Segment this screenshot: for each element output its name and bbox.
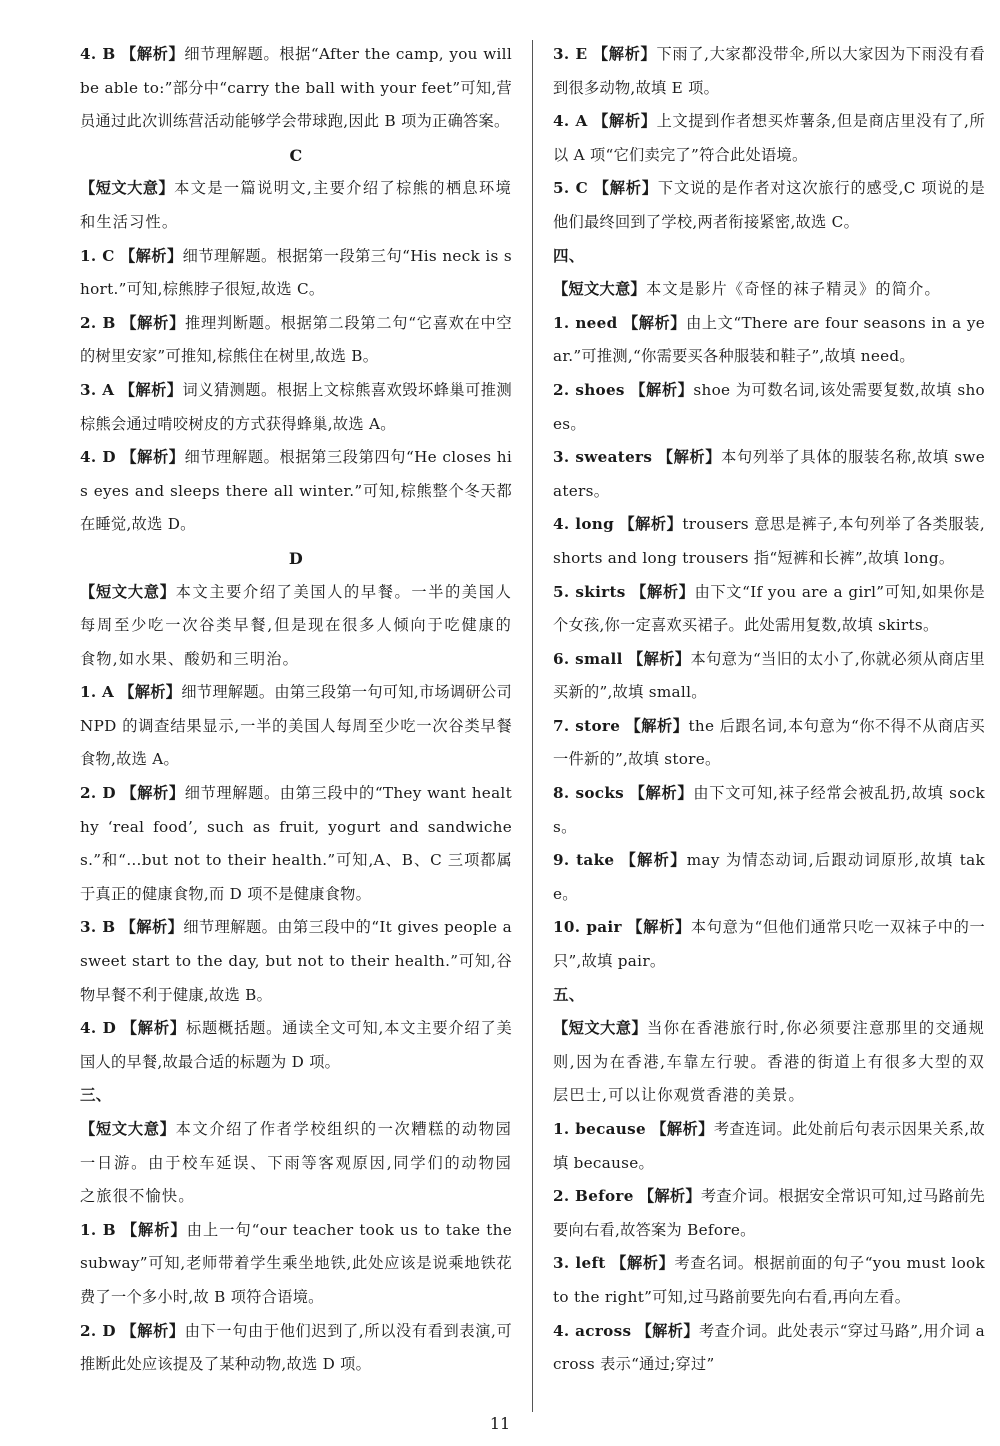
left-column bbox=[80, 38, 512, 1382]
section-heading-3: 三、 bbox=[80, 1086, 112, 1105]
passage-summary: 【短文大意】本文主要介绍了美国人的早餐。一半的美国人每周至少吃一次谷类早餐,但是现在很多人倾向于吃健康的食物,如水果、酸奶和三明治。 bbox=[80, 582, 512, 668]
answer-item: 3. E 【解析】下雨了,大家都没带伞,所以大家因为下雨没有看到很多动物,故填 E 项。 bbox=[553, 45, 985, 97]
answer-item: 4. B 【解析】细节理解题。根据“After the camp, you will be able to:”部分中“carry the ball with your feet”可知,营员通过此次训练营活动能够学会带球跑,因此 B 项为正确答案。 bbox=[80, 45, 512, 131]
passage-summary: 【短文大意】本文介绍了作者学校组织的一次糟糕的动物园一日游。由于校车延误、下雨等客观原因,同学们的动物园之旅很不愉快。 bbox=[80, 1120, 512, 1206]
answer-item: 2. shoes 【解析】shoe 为可数名词,该处需要复数,故填 shoes。 bbox=[553, 380, 986, 433]
answer-item: 2. B 【解析】推理判断题。根据第二段第二句“它喜欢在中空的树里安家”可推知,棕熊住在树里,故选 B。 bbox=[80, 313, 512, 366]
answer-item: 3. B 【解析】细节理解题。由第三段中的“It gives people a sweet start to the day, but not to their health.”可知,谷物早餐不利于健康,故选 B。 bbox=[80, 918, 512, 1004]
answer-item: 3. left 【解析】考查名词。根据前面的句子“you must look to the right”可知,过马路前要先向右看,再向左看。 bbox=[553, 1254, 985, 1306]
answer-item: 3. A 【解析】词义猜测题。根据上文棕熊喜欢毁坏蜂巢可推测棕熊会通过啃咬树皮的方式获得蜂巢,故选 A。 bbox=[80, 380, 512, 433]
answer-item: 1. C 【解析】细节理解题。根据第一段第三句“His neck is short.”可知,棕熊脖子很短,故选 C。 bbox=[80, 246, 512, 299]
answer-item: 2. D 【解析】由下一句由于他们迟到了,所以没有看到表演,可推断此处应该提及了某种动物,故选 D 项。 bbox=[80, 1321, 512, 1374]
passage-summary: 【短文大意】当你在香港旅行时,你必须要注意那里的交通规则,因为在香港,车靠左行驶。香港的街道上有很多大型的双层巴士,可以让你观赏香港的美景。 bbox=[553, 1019, 985, 1105]
answer-item: 5. C 【解析】下文说的是作者对这次旅行的感受,C 项说的是他们最终回到了学校,两者衔接紧密,故选 C。 bbox=[553, 179, 985, 231]
answer-item: 8. socks 【解析】由下文可知,袜子经常会被乱扔,故填 socks。 bbox=[553, 784, 986, 836]
passage-summary: 【短文大意】本文是影片《奇怪的袜子精灵》的简介。 bbox=[553, 280, 941, 299]
answer-item: 4. across 【解析】考查介词。此处表示“穿过马路”,用介词 across 表示“通过;穿过” bbox=[553, 1321, 985, 1374]
answer-item: 6. small 【解析】本句意为“当旧的太小了,你就必须从商店里买新的”,故填 small。 bbox=[553, 649, 985, 702]
answer-item: 4. D 【解析】细节理解题。根据第三段第四句“He closes his eyes and sleeps there all winter.”可知,棕熊整个冬天都在睡觉,故选 D。 bbox=[80, 448, 512, 534]
answer-item: 1. need 【解析】由上文“There are four seasons in a year.”可推测,“你需要买各种服装和鞋子”,故填 need。 bbox=[553, 313, 986, 366]
answer-item: 7. store 【解析】the 后跟名词,本句意为“你不得不从商店买一件新的”,故填 store。 bbox=[553, 716, 985, 769]
section-heading-c: C bbox=[289, 145, 303, 165]
answer-item: 3. sweaters 【解析】本句列举了具体的服装名称,故填 sweaters。 bbox=[553, 448, 985, 500]
answer-item: 1. B 【解析】由上一句“our teacher took us to take the subway”可知,老师带着学生乘坐地铁,此处应该是说乘地铁花费了一个多小时,故 B 项符合语境。 bbox=[80, 1220, 512, 1306]
answer-item: 1. A 【解析】细节理解题。由第三段第一句可知,市场调研公司 NPD 的调查结果显示,一半的美国人每周至少吃一次谷类早餐食物,故选 A。 bbox=[80, 683, 512, 769]
column-divider bbox=[532, 40, 533, 1412]
answer-item: 10. pair 【解析】本句意为“但他们通常只吃一双袜子中的一只”,故填 pair。 bbox=[553, 918, 986, 971]
answer-item: 4. A 【解析】上文提到作者想买炸薯条,但是商店里没有了,所以 A 项“它们卖完了”符合此处语境。 bbox=[553, 112, 985, 164]
page-number: 11 bbox=[489, 1414, 511, 1433]
answer-item: 4. long 【解析】trousers 意思是裤子,本句列举了各类服装,shorts and long trousers 指“短裤和长裤”,故填 long。 bbox=[553, 515, 985, 567]
right-column bbox=[553, 38, 985, 1382]
answer-item: 5. skirts 【解析】由下文“If you are a girl”可知,如果你是个女孩,你一定喜欢买裙子。此处需用复数,故填 skirts。 bbox=[553, 582, 985, 635]
answer-item: 2. Before 【解析】考查介词。根据安全常识可知,过马路前先要向右看,故答案为 Before。 bbox=[553, 1187, 986, 1239]
answer-item: 1. because 【解析】考查连词。此处前后句表示因果关系,故填 because。 bbox=[553, 1120, 985, 1172]
section-heading-d: D bbox=[288, 548, 304, 568]
answer-item: 9. take 【解析】may 为情态动词,后跟动词原形,故填 take。 bbox=[553, 851, 985, 903]
passage-summary: 【短文大意】本文是一篇说明文,主要介绍了棕熊的栖息环境和生活习性。 bbox=[80, 179, 512, 231]
answer-item: 2. D 【解析】细节理解题。由第三段中的“They want healthy ‘real food’, such as fruit, yogurt and sandwiches.”和“…but not to their health.”可知,A、B、C 三项都属于真正的健康食物,而 D 项不是健康食物。 bbox=[80, 784, 512, 903]
section-heading-4: 四、 bbox=[553, 246, 585, 265]
answer-item: 4. D 【解析】标题概括题。通读全文可知,本文主要介绍了美国人的早餐,故最合适的标题为 D 项。 bbox=[80, 1019, 512, 1071]
section-heading-5: 五、 bbox=[553, 985, 585, 1004]
